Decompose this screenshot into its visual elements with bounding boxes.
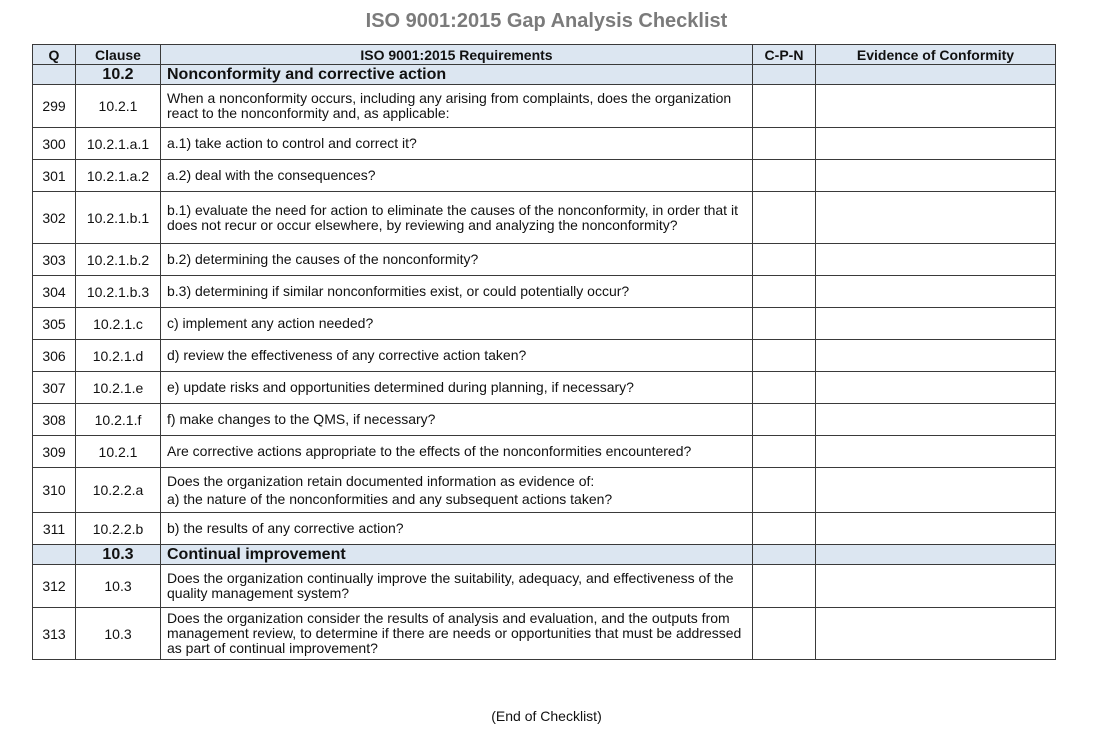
question-number: 300	[33, 128, 76, 160]
question-number: 309	[33, 436, 76, 468]
requirement-cell	[161, 372, 753, 404]
table-row	[33, 128, 1056, 160]
requirement-cell	[161, 276, 753, 308]
table-row	[33, 85, 1056, 128]
requirement-text: b.1) evaluate the need for action to eliminate the causes of the nonconformity, in order that it does not recur or occur elsewhere, by reviewing and analyzing the nonconformity?	[167, 201, 738, 233]
requirement-cell	[161, 404, 753, 436]
section-clause: 10.2	[76, 65, 161, 85]
checklist-table	[32, 44, 1056, 660]
evidence-cell[interactable]	[816, 192, 1056, 244]
requirement-cell	[161, 160, 753, 192]
header-cpn: C-P-N	[753, 45, 816, 65]
table-row	[33, 192, 1056, 244]
clause-cell: 10.2.1.b.2	[76, 244, 161, 276]
requirement-text: b.3) determining if similar nonconformities exist, or could potentially occur?	[167, 283, 630, 299]
checklist-body	[33, 65, 1056, 660]
clause-cell: 10.2.1.b.1	[76, 192, 161, 244]
section-clause: 10.3	[76, 545, 161, 565]
table-row	[33, 340, 1056, 372]
question-number: 310	[33, 468, 76, 513]
evidence-cell[interactable]	[816, 608, 1056, 660]
evidence-cell[interactable]	[816, 85, 1056, 128]
cpn-cell[interactable]	[753, 160, 816, 192]
question-number: 308	[33, 404, 76, 436]
table-row	[33, 372, 1056, 404]
section-row	[33, 545, 1056, 565]
evidence-cell[interactable]	[816, 340, 1056, 372]
clause-cell: 10.3	[76, 608, 161, 660]
clause-cell: 10.2.1.a.1	[76, 128, 161, 160]
question-number: 311	[33, 513, 76, 545]
requirement-cell	[161, 513, 753, 545]
evidence-cell[interactable]	[816, 276, 1056, 308]
header-evidence: Evidence of Conformity	[816, 45, 1056, 65]
clause-cell: 10.2.1.f	[76, 404, 161, 436]
question-number: 299	[33, 85, 76, 128]
table-row	[33, 404, 1056, 436]
requirement-text: b.2) determining the causes of the nonconformity?	[167, 251, 479, 267]
section-evidence-cell	[816, 545, 1056, 565]
requirement-cell	[161, 565, 753, 608]
question-number: 312	[33, 565, 76, 608]
table-row	[33, 308, 1056, 340]
evidence-cell[interactable]	[816, 513, 1056, 545]
clause-cell: 10.2.1.d	[76, 340, 161, 372]
cpn-cell[interactable]	[753, 608, 816, 660]
evidence-cell[interactable]	[816, 404, 1056, 436]
cpn-cell[interactable]	[753, 436, 816, 468]
header-clause: Clause	[76, 45, 161, 65]
question-number: 303	[33, 244, 76, 276]
section-title: Nonconformity and corrective action	[161, 65, 753, 85]
table-row	[33, 608, 1056, 660]
requirement-cell	[161, 468, 753, 513]
table-row	[33, 565, 1056, 608]
requirement-text: a.2) deal with the consequences?	[167, 167, 376, 183]
requirement-text: f) make changes to the QMS, if necessary?	[167, 411, 436, 427]
clause-cell: 10.2.1	[76, 85, 161, 128]
cpn-cell[interactable]	[753, 192, 816, 244]
cpn-cell[interactable]	[753, 468, 816, 513]
header-requirements: ISO 9001:2015 Requirements	[161, 45, 753, 65]
cpn-cell[interactable]	[753, 308, 816, 340]
requirement-cell	[161, 244, 753, 276]
evidence-cell[interactable]	[816, 160, 1056, 192]
evidence-cell[interactable]	[816, 372, 1056, 404]
question-number: 307	[33, 372, 76, 404]
requirement-cell	[161, 608, 753, 660]
requirement-cell	[161, 436, 753, 468]
cpn-cell[interactable]	[753, 85, 816, 128]
clause-cell: 10.3	[76, 565, 161, 608]
question-number: 305	[33, 308, 76, 340]
table-row	[33, 160, 1056, 192]
table-row	[33, 244, 1056, 276]
evidence-cell[interactable]	[816, 128, 1056, 160]
evidence-cell[interactable]	[816, 468, 1056, 513]
clause-cell: 10.2.1	[76, 436, 161, 468]
clause-cell: 10.2.1.a.2	[76, 160, 161, 192]
section-cpn-cell	[753, 65, 816, 85]
requirement-cell	[161, 85, 753, 128]
requirement-text: c) implement any action needed?	[167, 315, 374, 331]
evidence-cell[interactable]	[816, 436, 1056, 468]
cpn-cell[interactable]	[753, 276, 816, 308]
requirement-cell	[161, 308, 753, 340]
requirement-text: d) review the effectiveness of any corrective action taken?	[167, 347, 527, 363]
table-row	[33, 513, 1056, 545]
section-cpn-cell	[753, 545, 816, 565]
requirement-cell	[161, 340, 753, 372]
header-row	[33, 45, 1056, 65]
clause-cell: 10.2.1.e	[76, 372, 161, 404]
cpn-cell[interactable]	[753, 513, 816, 545]
requirement-text: When a nonconformity occurs, including any arising from complaints, does the organization react to the nonconformity and, as applicable:	[167, 90, 732, 121]
cpn-cell[interactable]	[753, 565, 816, 608]
requirement-cell	[161, 128, 753, 160]
cpn-cell[interactable]	[753, 340, 816, 372]
clause-cell: 10.2.2.b	[76, 513, 161, 545]
clause-cell: 10.2.1.b.3	[76, 276, 161, 308]
cpn-cell[interactable]	[753, 372, 816, 404]
requirement-text: Does the organization retain documented information as evidence of:	[167, 472, 595, 489]
end-of-checklist: (End of Checklist)	[491, 708, 602, 724]
page-title: ISO 9001:2015 Gap Analysis Checklist	[365, 10, 728, 32]
table-row	[33, 468, 1056, 513]
requirement-text: Does the organization continually improve the suitability, adequacy, and effectiveness of the quality management system?	[167, 570, 734, 601]
requirement-text: b) the results of any corrective action?	[167, 520, 404, 536]
section-evidence-cell	[816, 65, 1056, 85]
requirement-text: e) update risks and opportunities determined during planning, if necessary?	[167, 379, 634, 395]
cpn-cell[interactable]	[753, 244, 816, 276]
section-q-cell	[33, 65, 76, 85]
section-row	[33, 65, 1056, 85]
evidence-cell[interactable]	[816, 244, 1056, 276]
header-q: Q	[33, 45, 76, 65]
section-title: Continual improvement	[161, 545, 753, 565]
requirement-text: Are corrective actions appropriate to the effects of the nonconformities encountered?	[167, 443, 692, 459]
cpn-cell[interactable]	[753, 404, 816, 436]
requirement-text: a) the nature of the nonconformities and any subsequent actions taken?	[167, 490, 613, 507]
question-number: 302	[33, 192, 76, 244]
question-number: 304	[33, 276, 76, 308]
table-row	[33, 436, 1056, 468]
cpn-cell[interactable]	[753, 128, 816, 160]
clause-cell: 10.2.1.c	[76, 308, 161, 340]
question-number: 306	[33, 340, 76, 372]
question-number: 313	[33, 608, 76, 660]
clause-cell: 10.2.2.a	[76, 468, 161, 513]
requirement-text: Does the organization consider the results of analysis and evaluation, and the outputs from management review, to determine if there are needs or opportunities that must be addressed as part of continual improvement?	[167, 610, 742, 656]
evidence-cell[interactable]	[816, 565, 1056, 608]
requirement-text: a.1) take action to control and correct it?	[167, 135, 417, 151]
question-number: 301	[33, 160, 76, 192]
evidence-cell[interactable]	[816, 308, 1056, 340]
table-row	[33, 276, 1056, 308]
section-q-cell	[33, 545, 76, 565]
requirement-cell	[161, 192, 753, 244]
